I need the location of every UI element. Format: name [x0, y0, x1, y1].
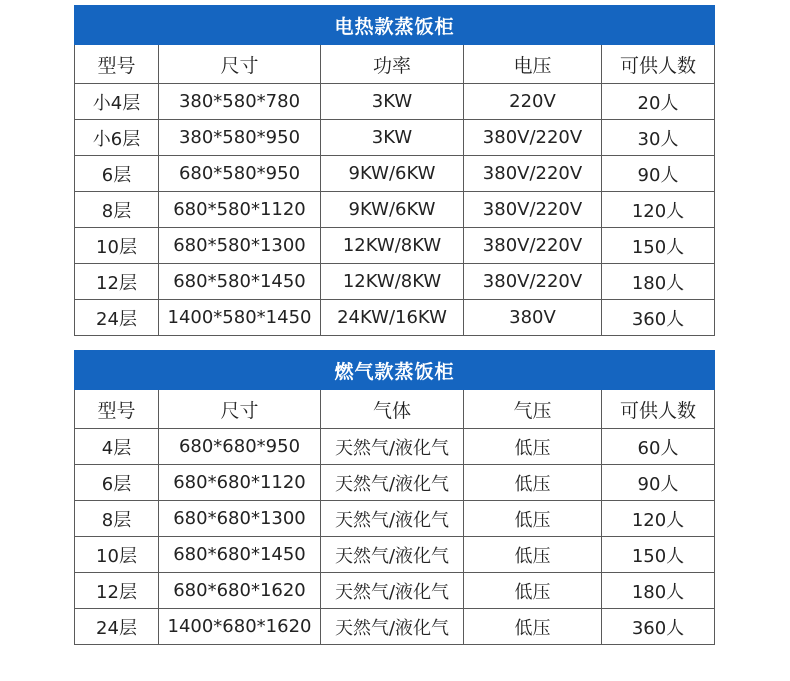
cell-power: 12KW/8KW — [321, 228, 464, 264]
column-header-model: 型号 — [75, 390, 159, 429]
cell-capacity: 90人 — [602, 156, 715, 192]
cell-model: 6层 — [75, 465, 159, 501]
table-row — [75, 264, 715, 300]
cell-voltage: 380V — [464, 300, 602, 336]
column-header-gas-type: 气体 — [321, 390, 464, 429]
cell-gas-pressure: 低压 — [464, 429, 602, 465]
cell-gas-pressure: 低压 — [464, 609, 602, 645]
gas-steamer-table — [74, 350, 715, 645]
column-header-model: 型号 — [75, 45, 159, 84]
cell-capacity: 150人 — [602, 228, 715, 264]
cell-size: 680*680*1450 — [159, 537, 321, 573]
cell-voltage: 380V/220V — [464, 264, 602, 300]
column-header-size: 尺寸 — [159, 45, 321, 84]
electric-header-row — [75, 45, 715, 84]
table-row — [75, 537, 715, 573]
column-header-voltage: 电压 — [464, 45, 602, 84]
cell-capacity: 60人 — [602, 429, 715, 465]
column-header-size: 尺寸 — [159, 390, 321, 429]
cell-capacity: 30人 — [602, 120, 715, 156]
cell-voltage: 220V — [464, 84, 602, 120]
cell-capacity: 180人 — [602, 264, 715, 300]
table-row — [75, 156, 715, 192]
cell-model: 小4层 — [75, 84, 159, 120]
cell-power: 9KW/6KW — [321, 156, 464, 192]
cell-capacity: 20人 — [602, 84, 715, 120]
table-row — [75, 120, 715, 156]
cell-capacity: 120人 — [602, 192, 715, 228]
cell-power: 9KW/6KW — [321, 192, 464, 228]
cell-model: 10层 — [75, 537, 159, 573]
cell-power: 3KW — [321, 120, 464, 156]
cell-capacity: 150人 — [602, 537, 715, 573]
cell-size: 1400*580*1450 — [159, 300, 321, 336]
cell-size: 680*680*1300 — [159, 501, 321, 537]
column-header-capacity: 可供人数 — [602, 390, 715, 429]
cell-capacity: 360人 — [602, 300, 715, 336]
electric-table-title: 电热款蒸饭柜 — [75, 6, 715, 45]
table-row — [75, 228, 715, 264]
column-header-gas-pressure: 气压 — [464, 390, 602, 429]
cell-capacity: 120人 — [602, 501, 715, 537]
gas-header-row — [75, 390, 715, 429]
cell-gas-type: 天然气/液化气 — [321, 537, 464, 573]
cell-gas-type: 天然气/液化气 — [321, 429, 464, 465]
cell-model: 24层 — [75, 609, 159, 645]
cell-capacity: 90人 — [602, 465, 715, 501]
table-row — [75, 300, 715, 336]
cell-gas-pressure: 低压 — [464, 537, 602, 573]
cell-gas-type: 天然气/液化气 — [321, 573, 464, 609]
cell-size: 1400*680*1620 — [159, 609, 321, 645]
table-row — [75, 501, 715, 537]
cell-size: 680*680*1620 — [159, 573, 321, 609]
cell-voltage: 380V/220V — [464, 120, 602, 156]
cell-size: 680*580*950 — [159, 156, 321, 192]
cell-size: 380*580*780 — [159, 84, 321, 120]
table-row — [75, 609, 715, 645]
cell-voltage: 380V/220V — [464, 228, 602, 264]
cell-model: 6层 — [75, 156, 159, 192]
electric-table-body — [75, 45, 715, 336]
table-row — [75, 573, 715, 609]
cell-model: 12层 — [75, 264, 159, 300]
cell-model: 24层 — [75, 300, 159, 336]
table-row — [75, 465, 715, 501]
table-row — [75, 84, 715, 120]
table-row — [75, 192, 715, 228]
cell-capacity: 360人 — [602, 609, 715, 645]
cell-model: 10层 — [75, 228, 159, 264]
table-row — [75, 429, 715, 465]
cell-gas-pressure: 低压 — [464, 465, 602, 501]
gas-table-body — [75, 390, 715, 645]
cell-size: 380*580*950 — [159, 120, 321, 156]
cell-power: 12KW/8KW — [321, 264, 464, 300]
cell-model: 8层 — [75, 192, 159, 228]
cell-model: 8层 — [75, 501, 159, 537]
cell-gas-pressure: 低压 — [464, 501, 602, 537]
cell-size: 680*580*1120 — [159, 192, 321, 228]
cell-power: 24KW/16KW — [321, 300, 464, 336]
cell-gas-type: 天然气/液化气 — [321, 501, 464, 537]
column-header-capacity: 可供人数 — [602, 45, 715, 84]
cell-size: 680*680*1120 — [159, 465, 321, 501]
cell-size: 680*680*950 — [159, 429, 321, 465]
cell-gas-type: 天然气/液化气 — [321, 465, 464, 501]
cell-model: 12层 — [75, 573, 159, 609]
cell-voltage: 380V/220V — [464, 156, 602, 192]
cell-power: 3KW — [321, 84, 464, 120]
cell-capacity: 180人 — [602, 573, 715, 609]
cell-size: 680*580*1300 — [159, 228, 321, 264]
cell-size: 680*580*1450 — [159, 264, 321, 300]
cell-model: 4层 — [75, 429, 159, 465]
cell-model: 小6层 — [75, 120, 159, 156]
column-header-power: 功率 — [321, 45, 464, 84]
cell-gas-type: 天然气/液化气 — [321, 609, 464, 645]
cell-voltage: 380V/220V — [464, 192, 602, 228]
gas-table-title: 燃气款蒸饭柜 — [75, 351, 715, 390]
electric-steamer-table — [74, 5, 715, 336]
cell-gas-pressure: 低压 — [464, 573, 602, 609]
